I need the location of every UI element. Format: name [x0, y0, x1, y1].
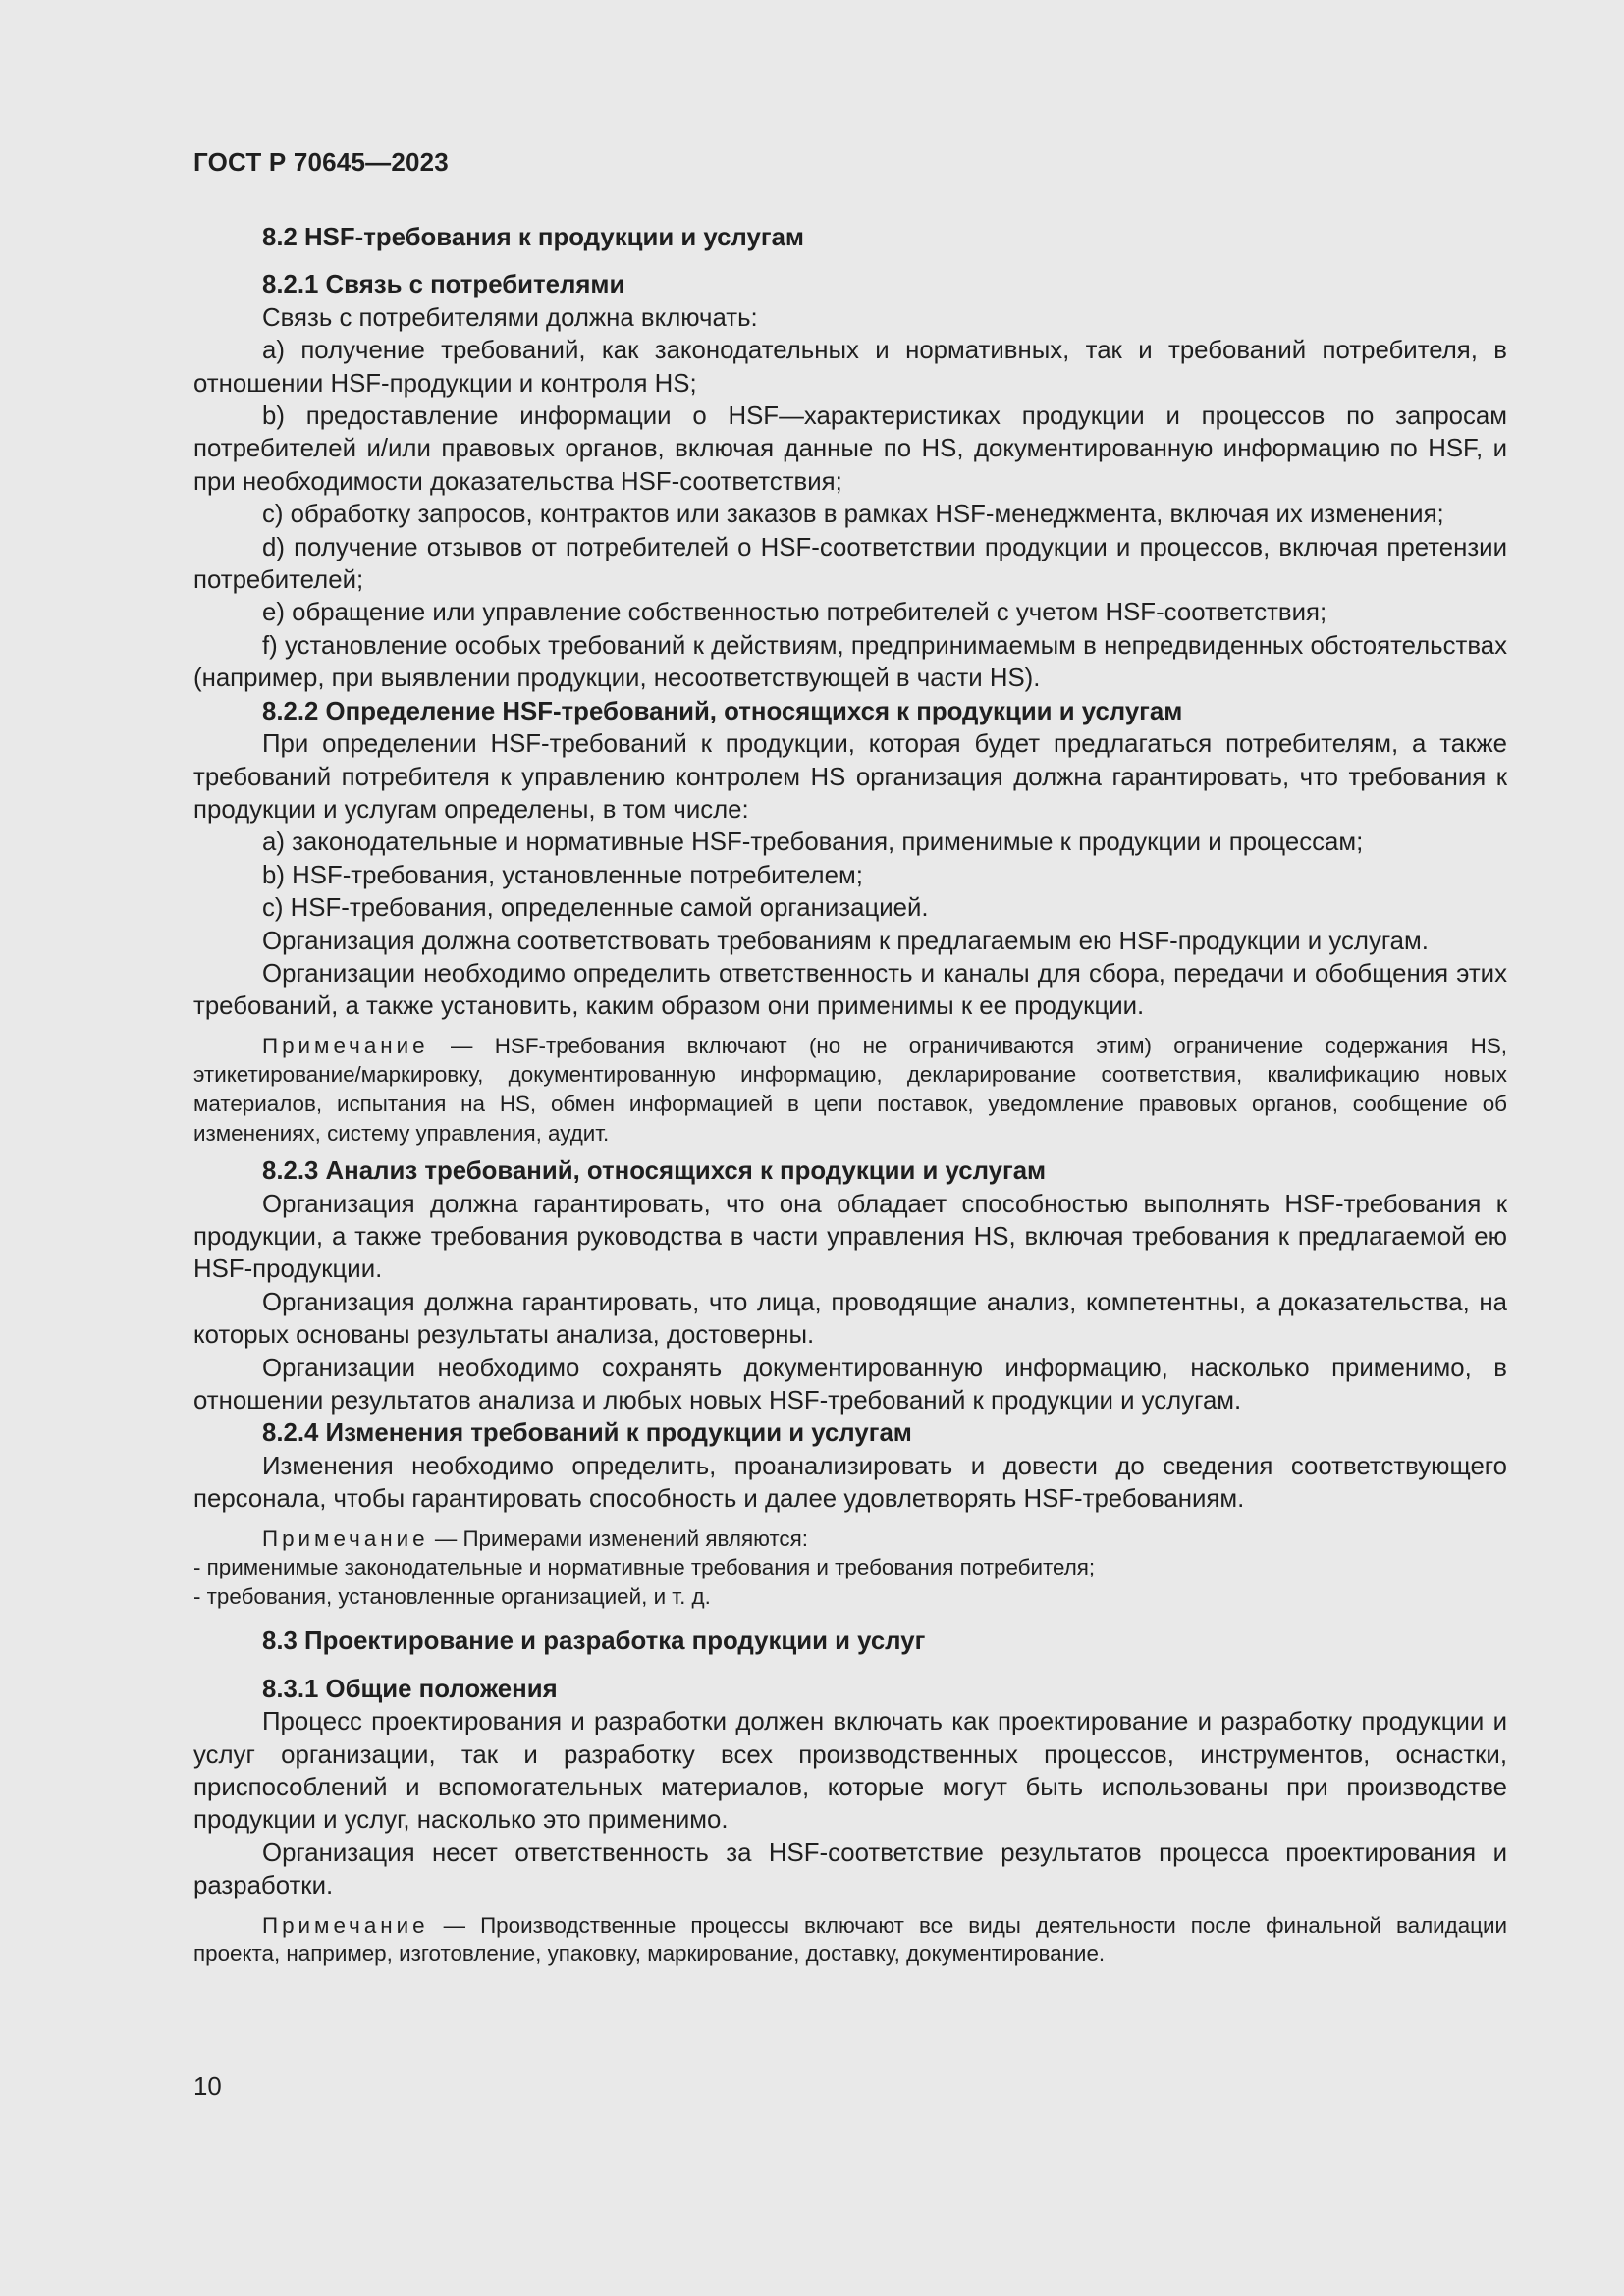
note-text	[193, 1911, 1507, 1969]
note-text	[193, 1032, 1507, 1148]
paragraph: Организация должна гарантировать, что лица, проводящие анализ, компетентны, а доказательства, на которых основаны результаты анализа, достоверны.	[193, 1288, 1507, 1350]
list-item: e) обращение или управление собственностью потребителей с учетом HSF-соответствия;	[262, 599, 1327, 627]
list-item: c) HSF-требования, определенные самой организацией.	[262, 894, 929, 923]
note-label: Примечание	[262, 1525, 429, 1551]
paragraph: Организации необходимо сохранять документированную информацию, насколько применимо, в отношении результатов анализа и любых новых HSF-требований к продукции и услугам.	[193, 1354, 1507, 1415]
note-body: — Производственные процессы включают все виды деятельности после финальной валидации проекта, например, изготовление, упаковку, маркирование, доставку, документирование.	[193, 1912, 1507, 1967]
paragraph: Процесс проектирования и разработки должен включать как проектирование и разработку продукции и услуг организации, так и разработку всех производственных процессов, инструментов, оснастки, приспособлений и вспомогательных материалов, которые могут быть использованы при производстве продукции и услуг, насколько это применимо.	[193, 1708, 1507, 1835]
list-item: a) получение требований, как законодательных и нормативных, так и требований потребителя, в отношении HSF-продукции и контроля HS;	[193, 337, 1507, 398]
paragraph: При определении HSF-требований к продукции, которая будет предлагаться потребителям, а также требований потребителя к управлению контролем HS организация должна гарантировать, что требования к продукции и услугам определены, в том числе:	[193, 730, 1507, 824]
section-8-2-2-title: 8.2.2 Определение HSF-требований, относящихся к продукции и услугам	[262, 697, 1183, 725]
section-8-3-1-title: 8.3.1 Общие положения	[262, 1675, 558, 1703]
note-block	[193, 1524, 1507, 1612]
section-8-2-1-title: 8.2.1 Связь с потребителями	[262, 271, 625, 299]
note-text	[193, 1524, 1507, 1554]
paragraph: Изменения необходимо определить, проанализировать и довести до сведения соответствующего персонала, чтобы гарантировать способность и далее удовлетворять HSF-требованиям.	[193, 1452, 1507, 1514]
standard-header: ГОСТ Р 70645—2023	[193, 147, 449, 177]
list-item: b) предоставление информации о HSF—характеристиках продукции и процессов по запросам потребителей и/или правовых органов, включая данные по HS, документированную информацию по HSF, и при необходимости доказательства HSF-соответствия;	[193, 402, 1507, 496]
note-list-item: - требования, установленные организацией, и т. д.	[193, 1583, 711, 1609]
note-label: Примечание	[262, 1033, 429, 1058]
list-item: c) обработку запросов, контрактов или заказов в рамках HSF-менеджмента, включая их изменения;	[262, 501, 1444, 529]
section-8-2-title: 8.2 HSF-требования к продукции и услугам	[262, 224, 805, 251]
note-block	[193, 1032, 1507, 1148]
note-label: Примечание	[262, 1912, 429, 1938]
list-item: f) установление особых требований к действиям, предпринимаемым в непредвиденных обстоятельствах (например, при выявлении продукции, несоответствующей в части HS).	[193, 631, 1507, 693]
list-item: b) HSF-требования, установленные потребителем;	[262, 861, 863, 889]
list-item: a) законодательные и нормативные HSF-требования, применимые к продукции и процессам;	[262, 828, 1364, 857]
paragraph: Организации необходимо определить ответственность и каналы для сбора, передачи и обобщения этих требований, а также установить, каким образом они применимы к ее продукции.	[193, 959, 1507, 1021]
section-8-2-3-title: 8.2.3 Анализ требований, относящихся к продукции и услугам	[262, 1157, 1047, 1186]
note-body: — Примерами изменений являются:	[428, 1525, 808, 1551]
section-8-3-title: 8.3 Проектирование и разработка продукции и услуг	[262, 1628, 926, 1656]
note-block	[193, 1911, 1507, 1969]
page-content	[193, 222, 1507, 1977]
note-body: — HSF-требования включают (но не ограничиваются этим) ограничение содержания HS, этикетирование/маркировку, документированную информацию, декларирование соответствия, квалификацию новых материалов, испытания на HS, обмен информацией в цепи поставок, уведомление правовых органов, сообщение об изменениях, систему управления, аудит.	[193, 1033, 1507, 1146]
page-number: 10	[193, 2073, 222, 2101]
paragraph: Организация должна гарантировать, что она обладает способностью выполнять HSF-требования к продукции, а также требования руководства в части управления HS, включая требования к предлагаемой ею HSF-продукции.	[193, 1190, 1507, 1284]
paragraph: Связь с потребителями должна включать:	[262, 303, 758, 332]
note-list-item: - применимые законодательные и нормативные требования и требования потребителя;	[193, 1555, 1096, 1580]
paragraph: Организация несет ответственность за HSF-соответствие результатов процесса проектирования и разработки.	[193, 1839, 1507, 1900]
paragraph: Организация должна соответствовать требованиям к предлагаемым ею HSF-продукции и услугам.	[262, 927, 1429, 955]
list-item: d) получение отзывов от потребителей о HSF-соответствии продукции и процессов, включая претензии потребителей;	[193, 533, 1507, 595]
section-8-2-4-title: 8.2.4 Изменения требований к продукции и услугам	[262, 1419, 912, 1448]
